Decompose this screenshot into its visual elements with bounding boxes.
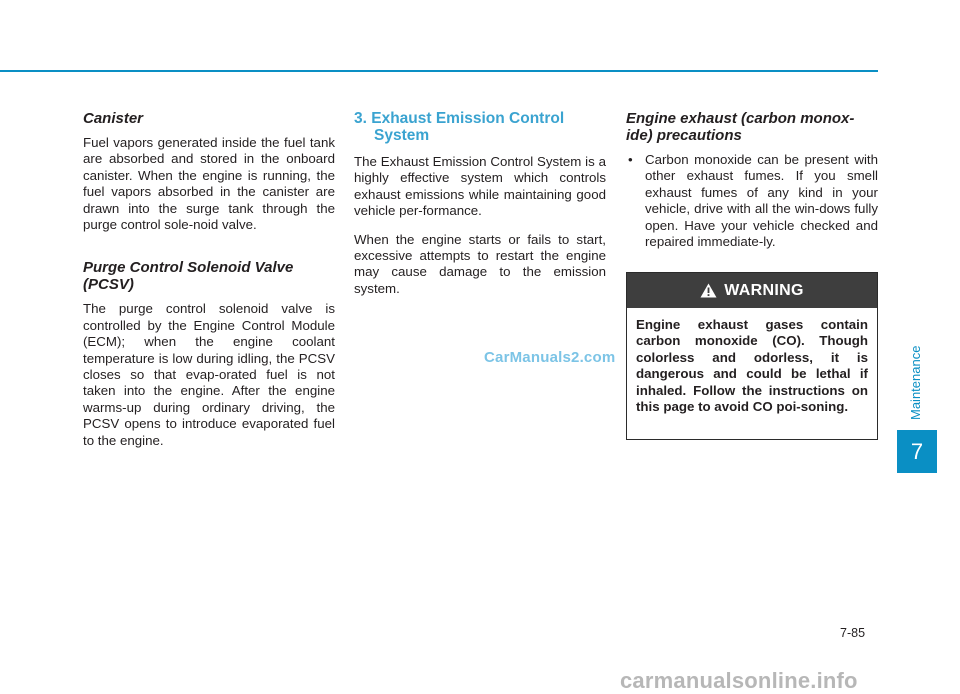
exhaust-paragraph-2: When the engine starts or fails to start, excessive attempts to restart the engine may cause damage to the emission system.: [354, 231, 606, 296]
column-exhaust-system: [354, 110, 606, 309]
exhaust-paragraph-1: The Exhaust Emission Control System is a highly effective system which controls exhaust emissions while maintaining good vehicle per-formance.: [354, 154, 606, 219]
warning-header: [627, 273, 877, 308]
column-canister: [83, 110, 335, 461]
canister-paragraph: Fuel vapors generated inside the fuel tank are absorbed and stored in the onboard canister. When the engine is running, the fuel vapors absorbed in the canister are drawn into the surge tank through the purge control sole-noid valve.: [83, 135, 335, 233]
chapter-side-label: Maintenance: [908, 345, 923, 420]
co-precautions-list: [626, 152, 878, 250]
warning-box: [626, 272, 878, 440]
column-co-precautions: [626, 110, 878, 260]
pcsv-paragraph: The purge control solenoid valve is controlled by the Engine Control Module (ECM); when the engine coolant temperature is low during idling, the PCSV closes so that evap-orated fuel is not taken into the engine. After the engine warms-up during ordinary driving, the PCSV opens to introduce evaporated fuel to the engine.: [83, 301, 335, 448]
bullet-marker: •: [628, 152, 633, 167]
top-rule: [0, 70, 878, 72]
watermark: CarManuals2.com: [484, 349, 616, 366]
list-item: [626, 152, 878, 250]
warning-title: WARNING: [724, 281, 804, 299]
chapter-number-tab: 7: [897, 430, 937, 473]
page-number: 7-85: [840, 626, 866, 640]
footer-site-watermark: carmanualsonline.info: [620, 668, 858, 693]
pcsv-heading: Purge Control Solenoid Valve (PCSV): [83, 259, 294, 294]
warning-triangle-icon: [700, 283, 717, 298]
bullet-text: Carbon monoxide can be present with other exhaust fumes. If you smell exhaust fumes of any kind in your vehicle, drive with all the win-dows fully open. Have your vehicle checked and repaired immediate-ly.: [645, 152, 878, 250]
warning-text: Engine exhaust gases contain carbon monoxide (CO). Though colorless and odorless, it is dangerous and could be lethal if inhaled. Follow the instructions on this page to avoid CO poi-soning.: [636, 317, 868, 415]
canister-heading: Canister: [83, 110, 144, 127]
exhaust-section-heading: 3. Exhaust Emission Control System: [354, 110, 565, 144]
co-precautions-heading: Engine exhaust (carbon monox-ide) precautions: [626, 110, 855, 144]
